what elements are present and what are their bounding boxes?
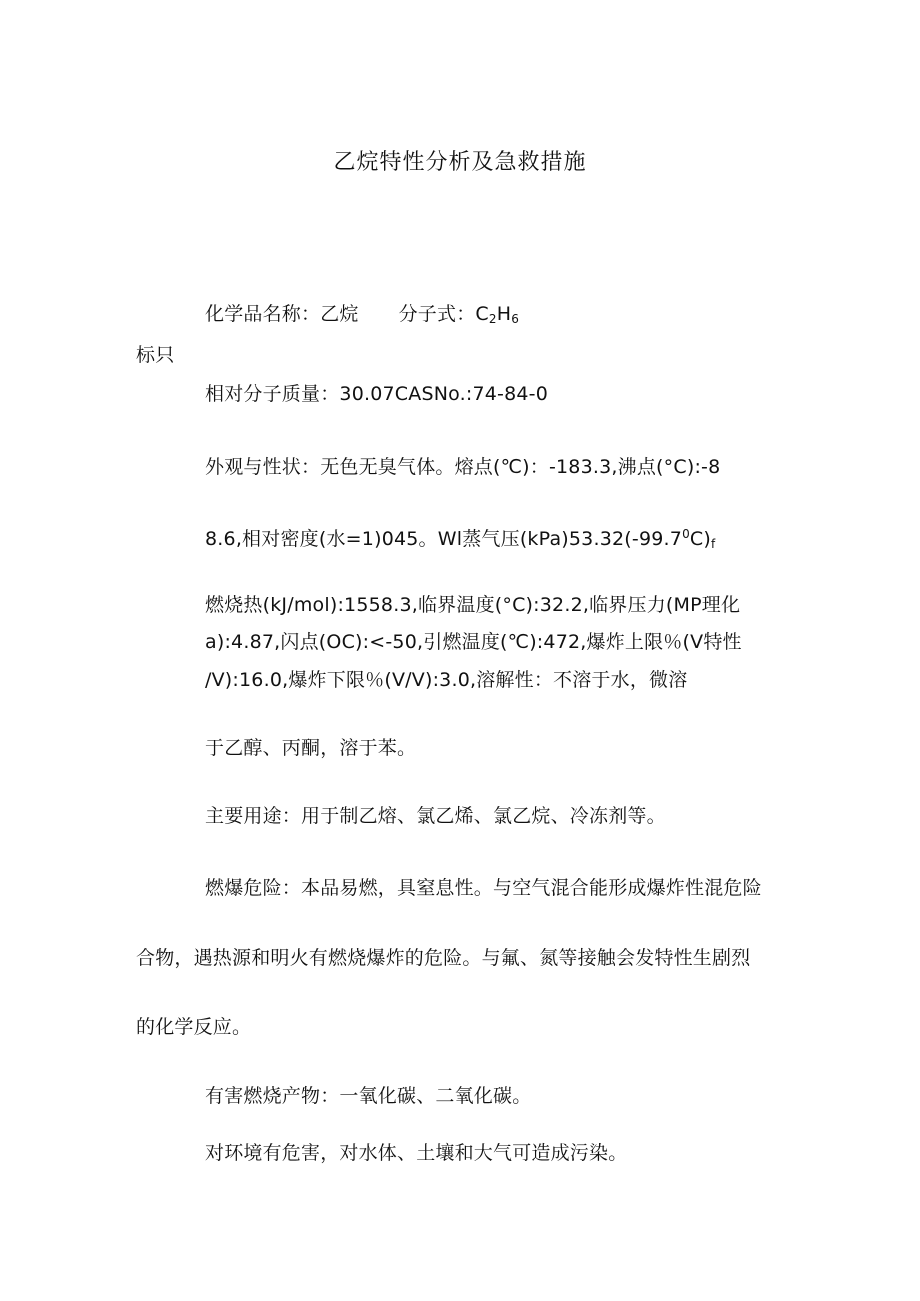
properties-line-5: /V):16.0,爆炸下限％(V∕V):3.0,溶解性：不溶于水，微溶 — [205, 669, 688, 691]
mass-cas-line: 相对分子质量：30.07CASNo.:74-84-0 — [205, 383, 549, 405]
superscript-zero: 0 — [682, 527, 690, 541]
hazard-line-2: 合物，遇热源和明火有燃烧爆炸的危险。与氟、氮等接触会发特性生剧烈 — [136, 947, 751, 969]
molecular-formula-label: 分子式：C — [398, 303, 489, 325]
combustion-products-line: 有害燃烧产物：一氧化碳、二氧化碳。 — [205, 1085, 532, 1107]
usage-line: 主要用途：用于制乙熔、氯乙烯、氯乙烷、冷冻剂等。 — [205, 805, 666, 827]
chemical-name-line — [205, 301, 519, 332]
page-title: 乙烷特性分析及急救措施 — [333, 150, 587, 175]
properties-line-4: a):4.87,闪点(OC):<-50,引燃温度(℃):472,爆炸上限％(V特性 — [205, 631, 742, 653]
properties-line-6: 于乙醇、丙酮，溶于苯。 — [205, 737, 417, 759]
properties-line-2-unit: C) — [689, 528, 711, 550]
chemical-name: 化学品名称：乙烷 — [205, 303, 359, 325]
subscript-f: f — [711, 537, 716, 551]
formula-subscript-h: 6 — [511, 312, 520, 326]
hazard-line-3: 的化学反应。 — [136, 1016, 252, 1038]
properties-line-1: 外观与性状：无色无臭气体。熔点(℃)：-183.3,沸点(°C):-8 — [205, 456, 721, 478]
formula-subscript-c: 2 — [488, 312, 497, 326]
properties-line-2 — [205, 521, 715, 557]
properties-line-2-text: 8.6,相对密度(水=1)045。Wl蒸气压(kPa)53.32(-99.7 — [205, 528, 683, 550]
formula-hydrogen: H — [496, 303, 512, 325]
hazard-line-1: 燃爆危险：本品易燃，具窒息性。与空气混合能形成爆炸性混危险 — [205, 877, 762, 899]
environment-line: 对环境有危害，对水体、土壤和大气可造成污染。 — [205, 1142, 628, 1164]
properties-line-3: 燃烧热(kJ∕mol):1558.3,临界温度(°C):32.2,临界压力(MP理化 — [205, 594, 741, 616]
identity-side-label: 标只 — [136, 344, 175, 366]
